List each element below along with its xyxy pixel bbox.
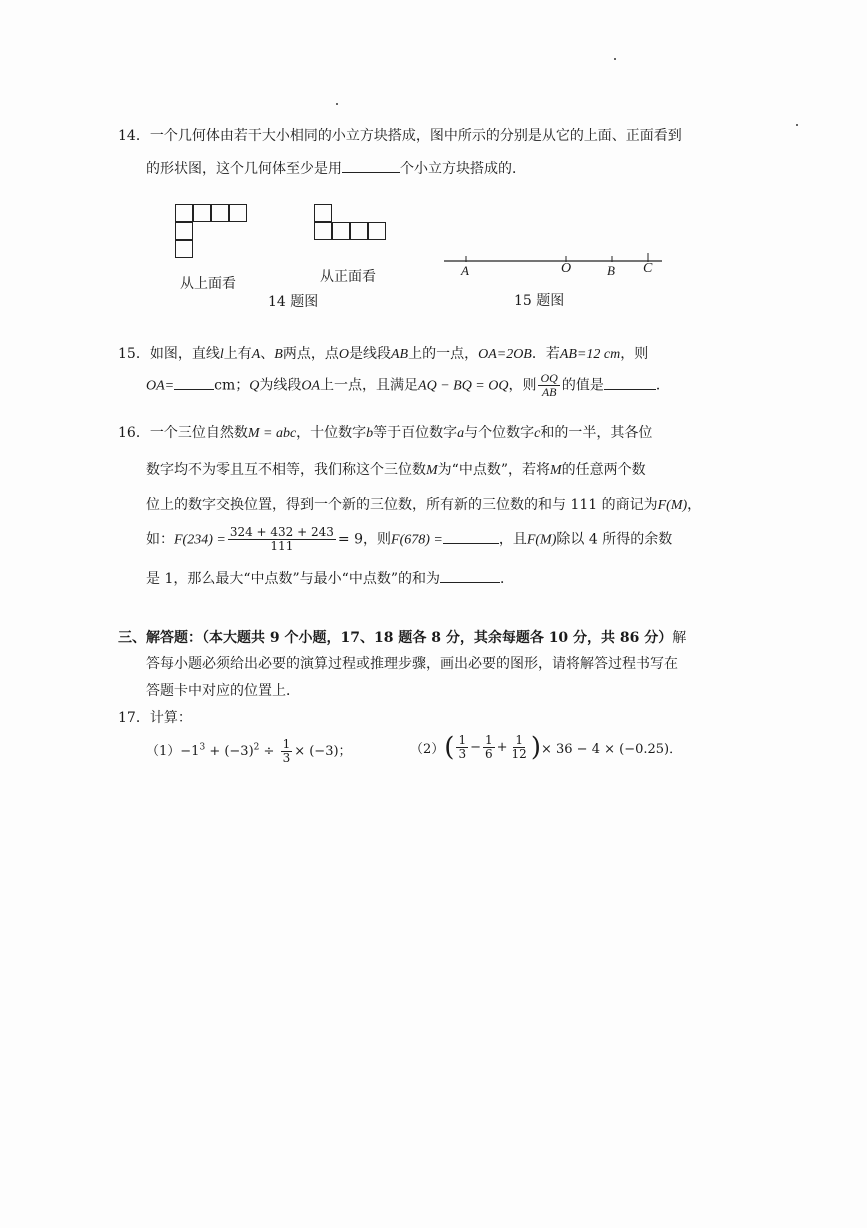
q16-answer-blank-1 bbox=[443, 529, 499, 544]
section3-line1: 三、解答题：（本大题共 9 个小题，17、18 题各 8 分，其余每题各 10 分，共 86 分）解 bbox=[118, 630, 687, 646]
section3-line3: 答题卡中对应的位置上． bbox=[146, 683, 300, 699]
q17-part2: （2）( $\frac{1}{3}$ − $\frac{1}{6}$ + $\frac{1}{12}$ )× 36 − 4 × (−0.25)． bbox=[410, 732, 683, 763]
point-a-label: A bbox=[461, 263, 469, 278]
front-view-grid bbox=[314, 204, 394, 244]
q16-line2: 数字均不为零且互不相等，我们称这个三位数M为“中点数”，若将M的任意两个数 bbox=[146, 462, 646, 478]
one-third-fraction: $\frac{1}{3}$ bbox=[282, 737, 291, 765]
oq-ab-fraction: $\frac{OQ}{AB}$ bbox=[540, 371, 558, 399]
q16-line3: 位上的数字交换位置，得到一个新的三位数，所有新的三位数的和与 111 的商记为F(M)， bbox=[146, 497, 702, 513]
point-c-label: C bbox=[643, 261, 653, 276]
q14-line2: 的形状图，这个几何体至少是用 个小立方块搭成的． bbox=[146, 158, 526, 178]
q16-line1: 16．一个三位自然数M = abc，十位数字b等于百位数字a与个位数字c和的一半，其各位 bbox=[118, 425, 653, 441]
fig15-title: 15 题图 bbox=[514, 293, 565, 309]
q15-line2: OA= cm；Q为线段OA上一点，且满足AQ − BQ = OQ，则 $\frac{OQ}{AB}$ 的值是 ． bbox=[146, 371, 670, 399]
point-b-label: B bbox=[607, 263, 615, 278]
q17-part1: $(1)-1^3 + (-3)^2$ ÷ $\frac{1}{3}$ × (−3)； bbox=[146, 737, 352, 765]
point-o-label: O bbox=[561, 261, 572, 276]
f234-fraction: $\frac{324 + 432 + 243}{111}$ bbox=[229, 525, 334, 553]
fig14-title: 14 题图 bbox=[268, 294, 319, 310]
section3-line2: 答每小题必须给出必要的演算过程或推理步骤，画出必要的图形，请将解答过程书写在 bbox=[146, 656, 678, 672]
q16-line4: 如：F(234) = $\frac{324 + 432 + 243}{111}$ = 9，则F(678) = ，且F(M)除以 4 所得的余数 bbox=[146, 525, 673, 553]
q17-title: 17．计算： bbox=[118, 710, 192, 726]
q15-answer-blank-1 bbox=[174, 375, 214, 390]
fig15-line-diagram bbox=[440, 248, 670, 282]
top-view-grid bbox=[175, 204, 255, 266]
q16-line5: 是 1，那么最大“中点数”与最小“中点数”的和为 ． bbox=[146, 568, 514, 588]
q15-line1: 15．如图，直线l上有A、B两点，点O是线段AB上的一点，OA=2OB．若AB=12 cm，则 bbox=[118, 346, 649, 362]
q14-line1: 14．一个几何体由若干大小相同的小立方块搭成，图中所示的分别是从它的上面、正面看到 bbox=[118, 128, 682, 144]
front-view-caption: 从正面看 bbox=[320, 269, 376, 285]
top-view-caption: 从上面看 bbox=[180, 276, 236, 292]
q16-answer-blank-2 bbox=[440, 568, 500, 583]
q15-answer-blank-2 bbox=[604, 375, 656, 390]
q14-answer-blank bbox=[342, 158, 400, 173]
